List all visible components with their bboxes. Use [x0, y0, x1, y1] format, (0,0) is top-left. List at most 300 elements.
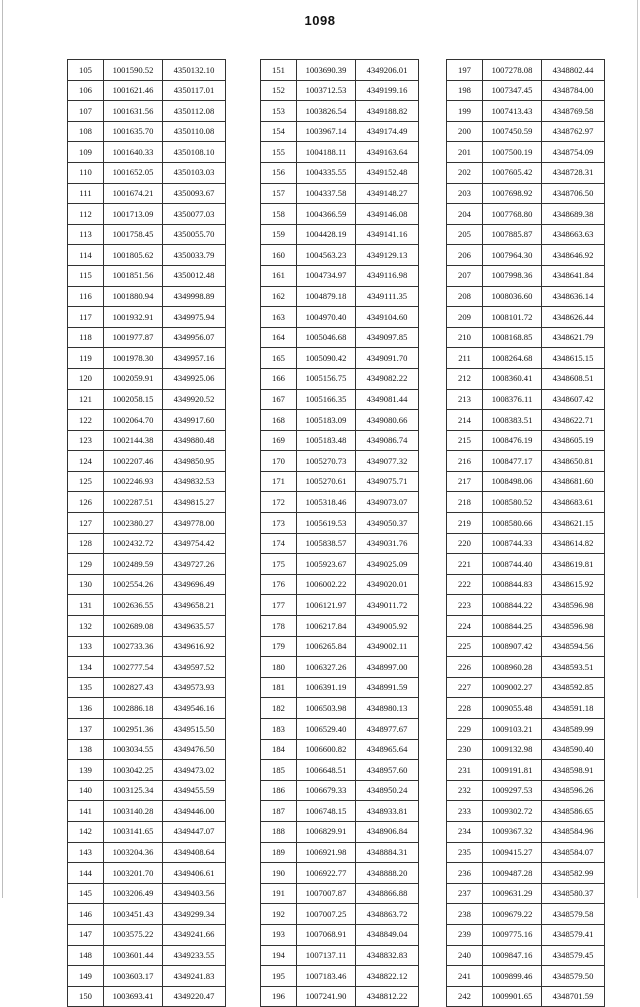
table-row — [261, 204, 419, 225]
y-coordinate-cell: 4348663.63 — [542, 224, 605, 245]
y-coordinate-cell: 4349880.48 — [163, 430, 226, 451]
x-coordinate-cell: 1001621.46 — [104, 80, 163, 101]
table-row — [447, 533, 605, 554]
y-coordinate-cell: 4348636.14 — [542, 286, 605, 307]
table-row — [68, 162, 226, 183]
point-number-cell: 161 — [261, 265, 297, 286]
point-number-cell: 136 — [68, 698, 104, 719]
table-row — [68, 60, 226, 81]
y-coordinate-cell: 4348608.51 — [542, 368, 605, 389]
table-row — [68, 410, 226, 431]
table-row — [68, 327, 226, 348]
table-row — [68, 142, 226, 163]
x-coordinate-cell: 1002827.43 — [104, 677, 163, 698]
y-coordinate-cell: 4349696.49 — [163, 574, 226, 595]
y-coordinate-cell: 4349473.02 — [163, 760, 226, 781]
y-coordinate-cell: 4348622.71 — [542, 410, 605, 431]
point-number-cell: 107 — [68, 101, 104, 122]
table-row — [261, 265, 419, 286]
table-row — [447, 719, 605, 740]
y-coordinate-cell: 4350132.10 — [163, 60, 226, 81]
y-coordinate-cell: 4348621.79 — [542, 327, 605, 348]
point-number-cell: 229 — [447, 719, 483, 740]
y-coordinate-cell: 4348579.58 — [542, 904, 605, 925]
y-coordinate-cell: 4349658.21 — [163, 595, 226, 616]
table-row — [68, 842, 226, 863]
x-coordinate-cell: 1008036.60 — [483, 286, 542, 307]
table-row — [447, 986, 605, 1007]
x-coordinate-cell: 1003140.28 — [104, 801, 163, 822]
y-coordinate-cell: 4348957.60 — [356, 760, 419, 781]
y-coordinate-cell: 4348605.19 — [542, 430, 605, 451]
y-coordinate-cell: 4348980.13 — [356, 698, 419, 719]
point-number-cell: 169 — [261, 430, 297, 451]
coordinate-table-right — [446, 59, 605, 1007]
y-coordinate-cell: 4348586.65 — [542, 801, 605, 822]
y-coordinate-cell: 4349081.44 — [356, 389, 419, 410]
x-coordinate-cell: 1006648.51 — [297, 760, 356, 781]
point-number-cell: 174 — [261, 533, 297, 554]
x-coordinate-cell: 1003690.39 — [297, 60, 356, 81]
point-number-cell: 208 — [447, 286, 483, 307]
x-coordinate-cell: 1003603.17 — [104, 966, 163, 987]
y-coordinate-cell: 4349104.60 — [356, 307, 419, 328]
x-coordinate-cell: 1008844.83 — [483, 574, 542, 595]
y-coordinate-cell: 4349163.64 — [356, 142, 419, 163]
x-coordinate-cell: 1007137.11 — [297, 945, 356, 966]
table-row — [261, 904, 419, 925]
table-row — [447, 945, 605, 966]
x-coordinate-cell: 1002554.26 — [104, 574, 163, 595]
table-row — [68, 224, 226, 245]
x-coordinate-cell: 1009631.29 — [483, 883, 542, 904]
table-row — [68, 574, 226, 595]
x-coordinate-cell: 1005923.67 — [297, 554, 356, 575]
x-coordinate-cell: 1006002.22 — [297, 574, 356, 595]
point-number-cell: 185 — [261, 760, 297, 781]
x-coordinate-cell: 1009899.46 — [483, 966, 542, 987]
table-row — [68, 554, 226, 575]
y-coordinate-cell: 4348991.59 — [356, 677, 419, 698]
table-row — [447, 204, 605, 225]
point-number-cell: 163 — [261, 307, 297, 328]
y-coordinate-cell: 4349097.85 — [356, 327, 419, 348]
point-number-cell: 130 — [68, 574, 104, 595]
x-coordinate-cell: 1007241.90 — [297, 986, 356, 1007]
table-row — [68, 389, 226, 410]
x-coordinate-cell: 1002144.38 — [104, 430, 163, 451]
y-coordinate-cell: 4350012.48 — [163, 265, 226, 286]
y-coordinate-cell: 4348933.81 — [356, 801, 419, 822]
x-coordinate-cell: 1002064.70 — [104, 410, 163, 431]
point-number-cell: 183 — [261, 719, 297, 740]
point-number-cell: 137 — [68, 719, 104, 740]
x-coordinate-cell: 1005838.57 — [297, 533, 356, 554]
y-coordinate-cell: 4349206.01 — [356, 60, 419, 81]
point-number-cell: 226 — [447, 657, 483, 678]
point-number-cell: 105 — [68, 60, 104, 81]
table-row — [68, 265, 226, 286]
table-row — [447, 513, 605, 534]
point-number-cell: 121 — [68, 389, 104, 410]
y-coordinate-cell: 4349406.61 — [163, 863, 226, 884]
y-coordinate-cell: 4348822.12 — [356, 966, 419, 987]
point-number-cell: 213 — [447, 389, 483, 410]
table-row — [68, 924, 226, 945]
y-coordinate-cell: 4348592.85 — [542, 677, 605, 698]
y-coordinate-cell: 4348626.44 — [542, 307, 605, 328]
x-coordinate-cell: 1006600.82 — [297, 739, 356, 760]
table-row — [68, 698, 226, 719]
point-number-cell: 114 — [68, 245, 104, 266]
point-number-cell: 239 — [447, 924, 483, 945]
x-coordinate-cell: 1003206.49 — [104, 883, 163, 904]
table-row — [261, 821, 419, 842]
x-coordinate-cell: 1007450.59 — [483, 121, 542, 142]
table-row — [447, 60, 605, 81]
point-number-cell: 113 — [68, 224, 104, 245]
y-coordinate-cell: 4349975.94 — [163, 307, 226, 328]
table-row — [447, 966, 605, 987]
point-number-cell: 184 — [261, 739, 297, 760]
x-coordinate-cell: 1005090.42 — [297, 348, 356, 369]
table-row — [68, 616, 226, 637]
y-coordinate-cell: 4350077.03 — [163, 204, 226, 225]
y-coordinate-cell: 4350103.03 — [163, 162, 226, 183]
x-coordinate-cell: 1003125.34 — [104, 780, 163, 801]
x-coordinate-cell: 1002432.72 — [104, 533, 163, 554]
table-row — [68, 863, 226, 884]
point-number-cell: 238 — [447, 904, 483, 925]
y-coordinate-cell: 4348580.37 — [542, 883, 605, 904]
y-coordinate-cell: 4349075.71 — [356, 471, 419, 492]
y-coordinate-cell: 4349957.16 — [163, 348, 226, 369]
table-row — [447, 327, 605, 348]
x-coordinate-cell: 1007183.46 — [297, 966, 356, 987]
point-number-cell: 123 — [68, 430, 104, 451]
x-coordinate-cell: 1008101.72 — [483, 307, 542, 328]
y-coordinate-cell: 4349446.00 — [163, 801, 226, 822]
x-coordinate-cell: 1001590.52 — [104, 60, 163, 81]
table-row — [447, 286, 605, 307]
table-row — [447, 410, 605, 431]
point-number-cell: 227 — [447, 677, 483, 698]
y-coordinate-cell: 4349299.34 — [163, 904, 226, 925]
point-number-cell: 211 — [447, 348, 483, 369]
y-coordinate-cell: 4349447.07 — [163, 821, 226, 842]
y-coordinate-cell: 4349408.64 — [163, 842, 226, 863]
point-number-cell: 230 — [447, 739, 483, 760]
point-number-cell: 160 — [261, 245, 297, 266]
x-coordinate-cell: 1004428.19 — [297, 224, 356, 245]
x-coordinate-cell: 1007964.30 — [483, 245, 542, 266]
y-coordinate-cell: 4348619.81 — [542, 554, 605, 575]
y-coordinate-cell: 4348607.42 — [542, 389, 605, 410]
y-coordinate-cell: 4348728.31 — [542, 162, 605, 183]
y-coordinate-cell: 4350108.10 — [163, 142, 226, 163]
x-coordinate-cell: 1006503.98 — [297, 698, 356, 719]
y-coordinate-cell: 4348950.24 — [356, 780, 419, 801]
x-coordinate-cell: 1008498.06 — [483, 471, 542, 492]
table-row — [261, 368, 419, 389]
point-number-cell: 196 — [261, 986, 297, 1007]
table-row — [261, 513, 419, 534]
y-coordinate-cell: 4349174.49 — [356, 121, 419, 142]
x-coordinate-cell: 1007698.92 — [483, 183, 542, 204]
x-coordinate-cell: 1008168.85 — [483, 327, 542, 348]
table-row — [261, 677, 419, 698]
x-coordinate-cell: 1006121.97 — [297, 595, 356, 616]
table-row — [68, 245, 226, 266]
point-number-cell: 204 — [447, 204, 483, 225]
point-number-cell: 241 — [447, 966, 483, 987]
x-coordinate-cell: 1002489.59 — [104, 554, 163, 575]
table-row — [261, 986, 419, 1007]
x-coordinate-cell: 1006391.19 — [297, 677, 356, 698]
point-number-cell: 138 — [68, 739, 104, 760]
point-number-cell: 224 — [447, 616, 483, 637]
table-row — [261, 389, 419, 410]
point-number-cell: 109 — [68, 142, 104, 163]
x-coordinate-cell: 1003141.65 — [104, 821, 163, 842]
y-coordinate-cell: 4349129.13 — [356, 245, 419, 266]
y-coordinate-cell: 4349832.53 — [163, 471, 226, 492]
table-row — [68, 883, 226, 904]
point-number-cell: 135 — [68, 677, 104, 698]
table-row — [261, 245, 419, 266]
x-coordinate-cell: 1006327.26 — [297, 657, 356, 678]
point-number-cell: 232 — [447, 780, 483, 801]
y-coordinate-cell: 4349020.01 — [356, 574, 419, 595]
y-coordinate-cell: 4349616.92 — [163, 636, 226, 657]
table-row — [261, 286, 419, 307]
table-row — [68, 471, 226, 492]
x-coordinate-cell: 1002886.18 — [104, 698, 163, 719]
x-coordinate-cell: 1006922.77 — [297, 863, 356, 884]
y-coordinate-cell: 4349080.66 — [356, 410, 419, 431]
y-coordinate-cell: 4349917.60 — [163, 410, 226, 431]
table-row — [261, 554, 419, 575]
x-coordinate-cell: 1009191.81 — [483, 760, 542, 781]
x-coordinate-cell: 1007413.43 — [483, 101, 542, 122]
table-row — [261, 492, 419, 513]
point-number-cell: 119 — [68, 348, 104, 369]
table-row — [68, 286, 226, 307]
point-number-cell: 145 — [68, 883, 104, 904]
x-coordinate-cell: 1003575.22 — [104, 924, 163, 945]
y-coordinate-cell: 4348769.58 — [542, 101, 605, 122]
point-number-cell: 110 — [68, 162, 104, 183]
y-coordinate-cell: 4350055.70 — [163, 224, 226, 245]
x-coordinate-cell: 1005156.75 — [297, 368, 356, 389]
table-row — [447, 348, 605, 369]
table-row — [261, 121, 419, 142]
table-row — [261, 471, 419, 492]
table-row — [447, 739, 605, 760]
point-number-cell: 215 — [447, 430, 483, 451]
table-row — [68, 368, 226, 389]
y-coordinate-cell: 4349515.50 — [163, 719, 226, 740]
table-row — [447, 595, 605, 616]
table-row — [261, 327, 419, 348]
point-number-cell: 219 — [447, 513, 483, 534]
y-coordinate-cell: 4348689.38 — [542, 204, 605, 225]
point-number-cell: 120 — [68, 368, 104, 389]
y-coordinate-cell: 4348593.51 — [542, 657, 605, 678]
y-coordinate-cell: 4349011.72 — [356, 595, 419, 616]
x-coordinate-cell: 1007007.87 — [297, 883, 356, 904]
table-row — [261, 616, 419, 637]
table-row — [68, 780, 226, 801]
x-coordinate-cell: 1002636.55 — [104, 595, 163, 616]
y-coordinate-cell: 4348754.09 — [542, 142, 605, 163]
x-coordinate-cell: 1008580.66 — [483, 513, 542, 534]
y-coordinate-cell: 4349815.27 — [163, 492, 226, 513]
x-coordinate-cell: 1008744.33 — [483, 533, 542, 554]
point-number-cell: 127 — [68, 513, 104, 534]
x-coordinate-cell: 1007500.19 — [483, 142, 542, 163]
table-row — [261, 142, 419, 163]
x-coordinate-cell: 1009302.72 — [483, 801, 542, 822]
y-coordinate-cell: 4349091.70 — [356, 348, 419, 369]
table-row — [447, 471, 605, 492]
x-coordinate-cell: 1004734.97 — [297, 265, 356, 286]
point-number-cell: 182 — [261, 698, 297, 719]
table-row — [261, 636, 419, 657]
scan-edge-left — [2, 0, 3, 898]
point-number-cell: 106 — [68, 80, 104, 101]
point-number-cell: 134 — [68, 657, 104, 678]
table-row — [447, 80, 605, 101]
point-number-cell: 176 — [261, 574, 297, 595]
table-row — [447, 760, 605, 781]
y-coordinate-cell: 4349635.57 — [163, 616, 226, 637]
y-coordinate-cell: 4348598.91 — [542, 760, 605, 781]
point-number-cell: 197 — [447, 60, 483, 81]
table-row — [447, 883, 605, 904]
x-coordinate-cell: 1006265.84 — [297, 636, 356, 657]
point-number-cell: 187 — [261, 801, 297, 822]
x-coordinate-cell: 1008264.68 — [483, 348, 542, 369]
y-coordinate-cell: 4348579.41 — [542, 924, 605, 945]
coordinate-table-middle — [260, 59, 419, 1007]
point-number-cell: 171 — [261, 471, 297, 492]
point-number-cell: 207 — [447, 265, 483, 286]
point-number-cell: 158 — [261, 204, 297, 225]
x-coordinate-cell: 1006679.33 — [297, 780, 356, 801]
point-number-cell: 122 — [68, 410, 104, 431]
table-row — [261, 430, 419, 451]
table-row — [447, 677, 605, 698]
table-row — [261, 924, 419, 945]
point-number-cell: 159 — [261, 224, 297, 245]
y-coordinate-cell: 4349199.16 — [356, 80, 419, 101]
point-number-cell: 192 — [261, 904, 297, 925]
x-coordinate-cell: 1002287.51 — [104, 492, 163, 513]
y-coordinate-cell: 4348863.72 — [356, 904, 419, 925]
point-number-cell: 148 — [68, 945, 104, 966]
y-coordinate-cell: 4348614.82 — [542, 533, 605, 554]
point-number-cell: 203 — [447, 183, 483, 204]
x-coordinate-cell: 1002733.36 — [104, 636, 163, 657]
point-number-cell: 216 — [447, 451, 483, 472]
y-coordinate-cell: 4348832.83 — [356, 945, 419, 966]
x-coordinate-cell: 1008477.17 — [483, 451, 542, 472]
point-number-cell: 205 — [447, 224, 483, 245]
point-number-cell: 194 — [261, 945, 297, 966]
x-coordinate-cell: 1008383.51 — [483, 410, 542, 431]
y-coordinate-cell: 4348579.45 — [542, 945, 605, 966]
x-coordinate-cell: 1002689.08 — [104, 616, 163, 637]
point-number-cell: 212 — [447, 368, 483, 389]
point-number-cell: 198 — [447, 80, 483, 101]
table-row — [261, 183, 419, 204]
table-row — [68, 451, 226, 472]
y-coordinate-cell: 4349956.07 — [163, 327, 226, 348]
y-coordinate-cell: 4349086.74 — [356, 430, 419, 451]
table-row — [447, 451, 605, 472]
point-number-cell: 149 — [68, 966, 104, 987]
y-coordinate-cell: 4349188.82 — [356, 101, 419, 122]
point-number-cell: 206 — [447, 245, 483, 266]
y-coordinate-cell: 4349082.22 — [356, 368, 419, 389]
y-coordinate-cell: 4349050.37 — [356, 513, 419, 534]
table-row — [447, 224, 605, 245]
y-coordinate-cell: 4350117.01 — [163, 80, 226, 101]
x-coordinate-cell: 1002207.46 — [104, 451, 163, 472]
x-coordinate-cell: 1009901.65 — [483, 986, 542, 1007]
y-coordinate-cell: 4350112.08 — [163, 101, 226, 122]
x-coordinate-cell: 1007068.91 — [297, 924, 356, 945]
point-number-cell: 210 — [447, 327, 483, 348]
table-row — [261, 162, 419, 183]
table-row — [68, 595, 226, 616]
x-coordinate-cell: 1006529.40 — [297, 719, 356, 740]
point-number-cell: 201 — [447, 142, 483, 163]
table-row — [68, 801, 226, 822]
point-number-cell: 234 — [447, 821, 483, 842]
y-coordinate-cell: 4349920.52 — [163, 389, 226, 410]
point-number-cell: 118 — [68, 327, 104, 348]
y-coordinate-cell: 4349403.56 — [163, 883, 226, 904]
x-coordinate-cell: 1005183.48 — [297, 430, 356, 451]
y-coordinate-cell: 4350093.67 — [163, 183, 226, 204]
point-number-cell: 146 — [68, 904, 104, 925]
point-number-cell: 165 — [261, 348, 297, 369]
x-coordinate-cell: 1009297.53 — [483, 780, 542, 801]
x-coordinate-cell: 1008476.19 — [483, 430, 542, 451]
x-coordinate-cell: 1009367.32 — [483, 821, 542, 842]
x-coordinate-cell: 1007885.87 — [483, 224, 542, 245]
point-number-cell: 125 — [68, 471, 104, 492]
page-number: 1098 — [304, 13, 336, 28]
table-row — [261, 451, 419, 472]
y-coordinate-cell: 4349233.55 — [163, 945, 226, 966]
x-coordinate-cell: 1006748.15 — [297, 801, 356, 822]
point-number-cell: 143 — [68, 842, 104, 863]
x-coordinate-cell: 1001978.30 — [104, 348, 163, 369]
x-coordinate-cell: 1001674.21 — [104, 183, 163, 204]
x-coordinate-cell: 1001758.45 — [104, 224, 163, 245]
table-row — [261, 883, 419, 904]
y-coordinate-cell: 4348681.60 — [542, 471, 605, 492]
x-coordinate-cell: 1007007.25 — [297, 904, 356, 925]
table-row — [261, 307, 419, 328]
table-row — [447, 492, 605, 513]
x-coordinate-cell: 1002059.91 — [104, 368, 163, 389]
point-number-cell: 172 — [261, 492, 297, 513]
point-number-cell: 150 — [68, 986, 104, 1007]
